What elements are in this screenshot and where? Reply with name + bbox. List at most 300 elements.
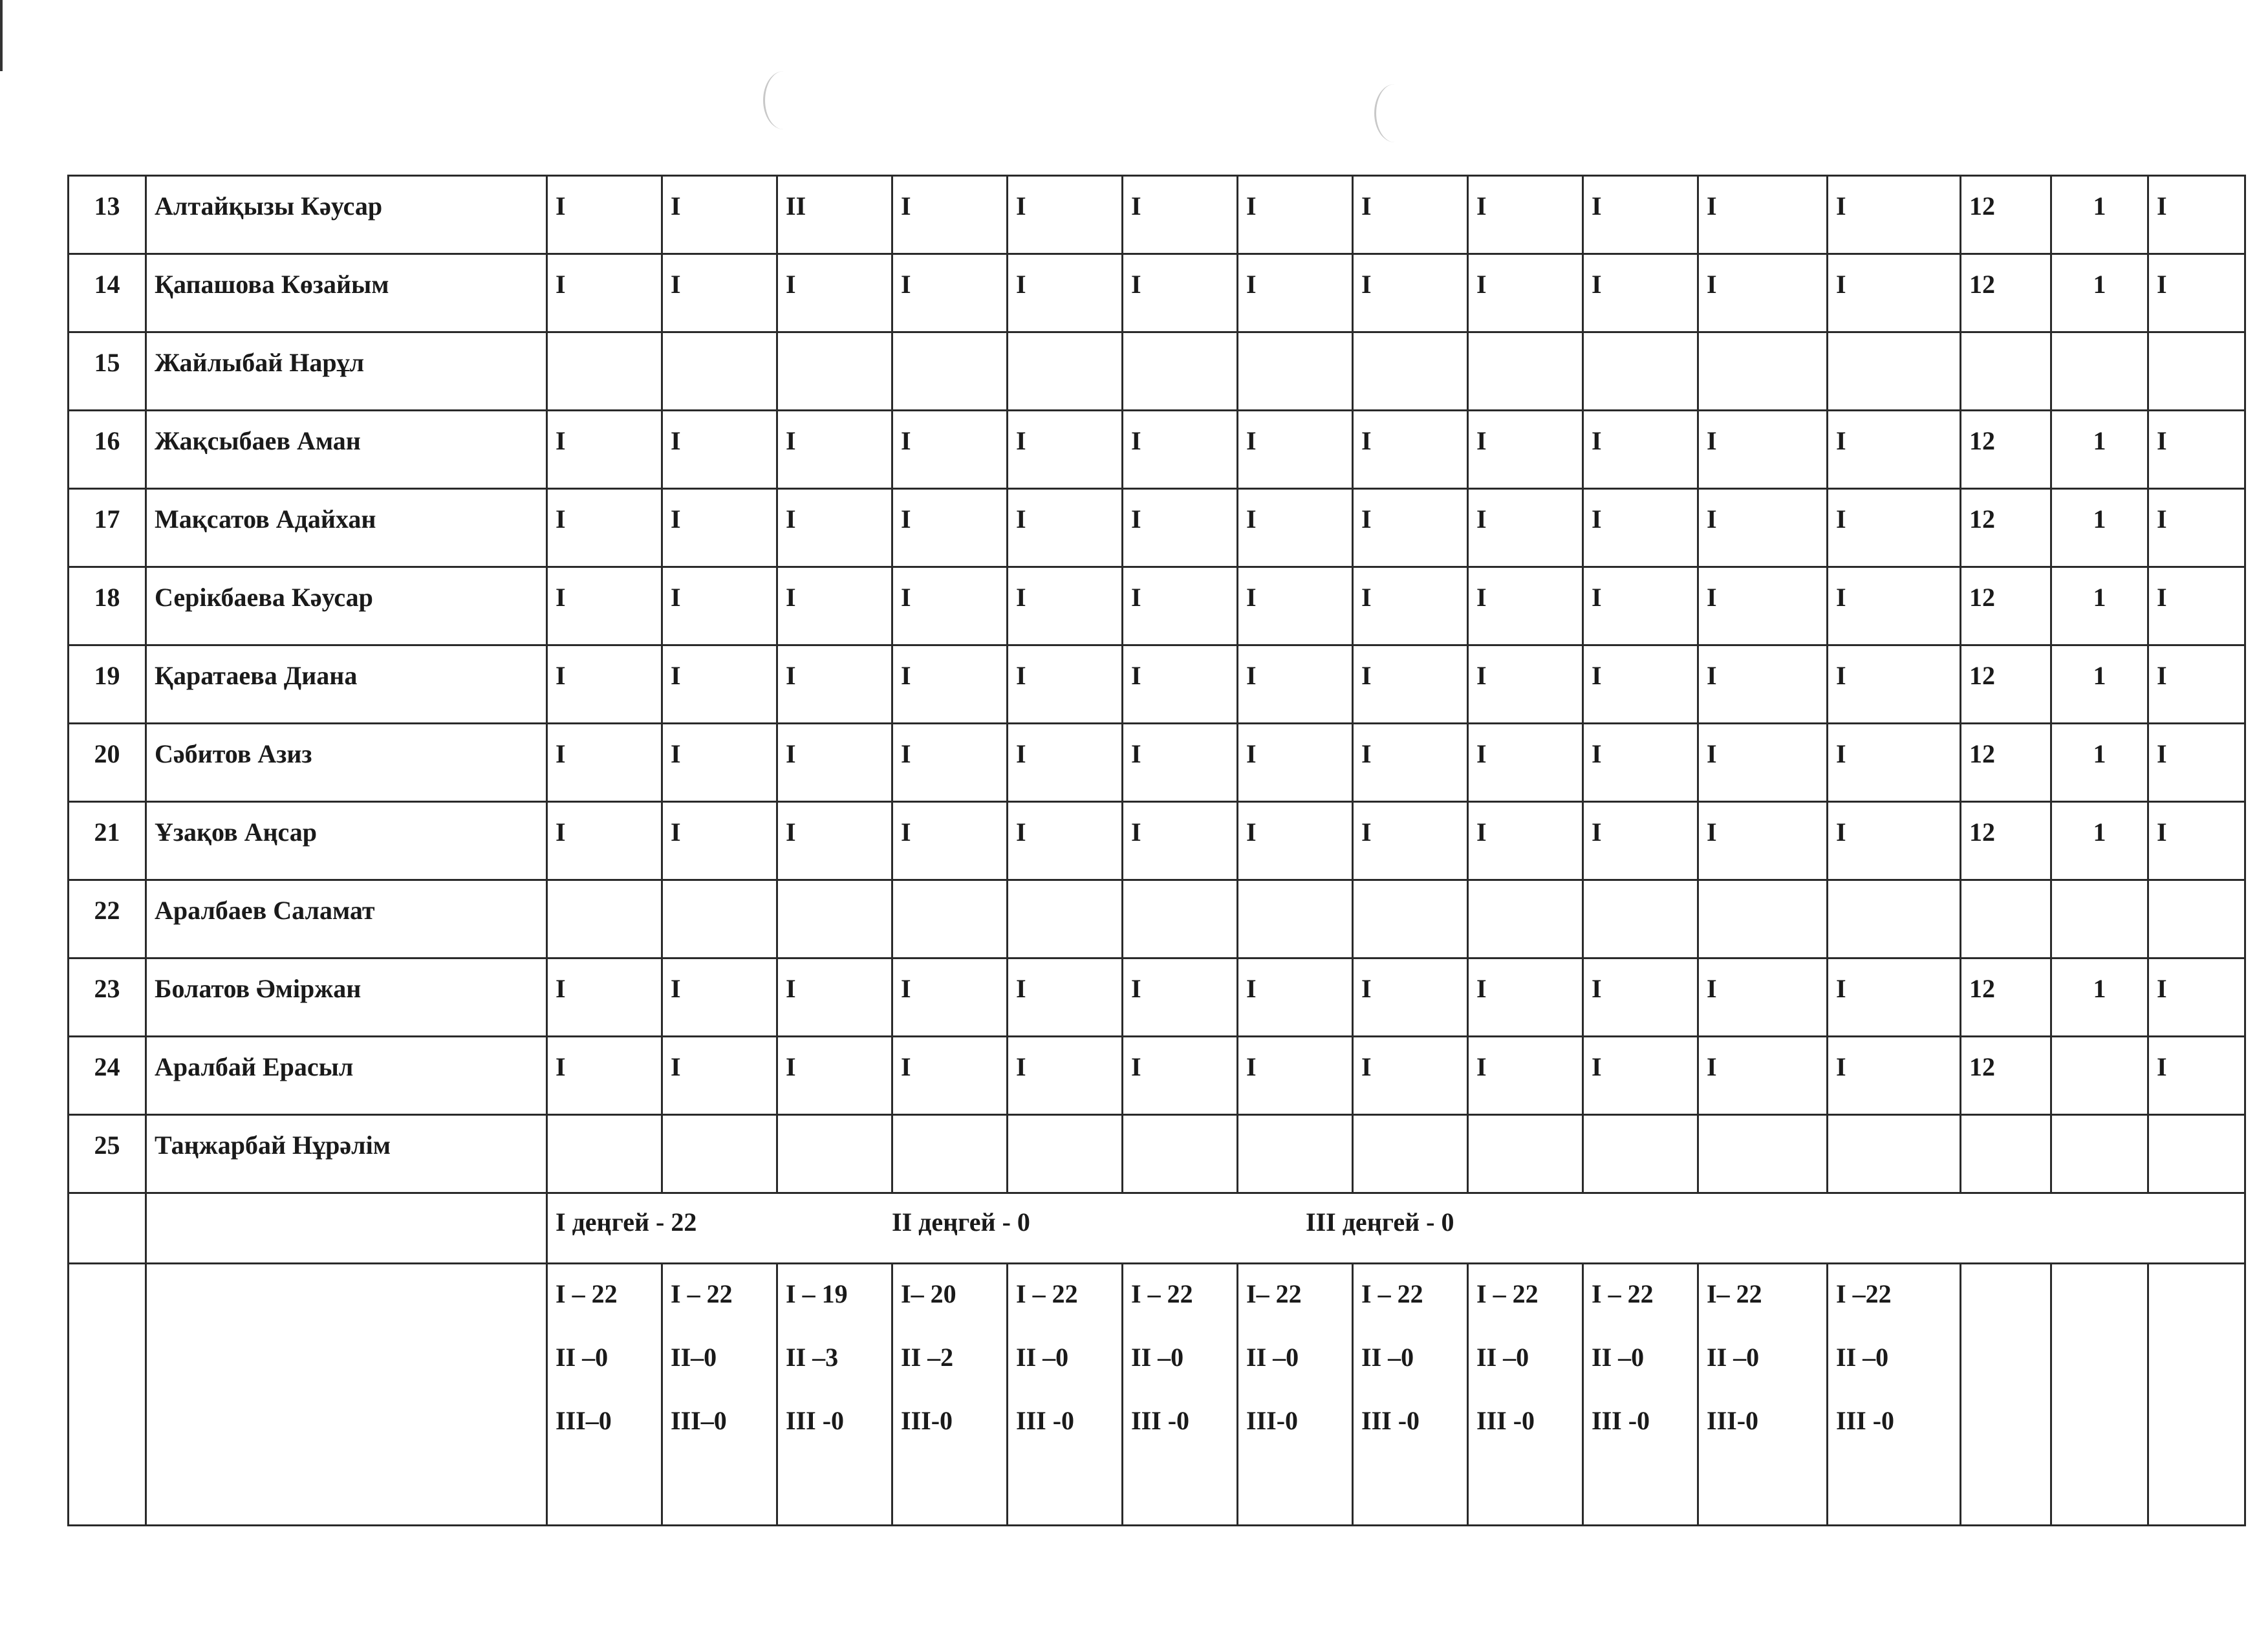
student-name: Жақсыбаев Аман <box>146 411 547 489</box>
mark-cell: I <box>1828 567 1961 645</box>
summary-level-l1: I – 22 <box>556 1279 618 1308</box>
mark-cell: I <box>1583 802 1698 880</box>
summary-level-l3: III -0 <box>786 1406 845 1435</box>
mark-cell: I <box>1698 1037 1828 1115</box>
mark-cell: I <box>1353 958 1468 1037</box>
mark-cell: I <box>1123 802 1238 880</box>
summary-cell <box>547 1264 662 1526</box>
mark-cell: I <box>547 411 662 489</box>
mark-cell: I <box>1468 489 1583 567</box>
final-level-cell <box>2148 880 2245 958</box>
summary-level-l3: III -0 <box>1592 1406 1650 1435</box>
student-name: Таңжарбай Нұрәлім <box>146 1115 547 1193</box>
extra-cell: 1 <box>2051 411 2148 489</box>
summary-level-l1: I– 22 <box>1246 1279 1302 1308</box>
total-cell: 12 <box>1961 1037 2051 1115</box>
mark-cell: I <box>892 176 1008 254</box>
mark-cell: I <box>1828 724 1961 802</box>
level-2-count: II деңгей - 0 <box>892 1207 1030 1237</box>
row-number: 23 <box>69 958 146 1037</box>
mark-cell: I <box>777 254 892 332</box>
mark-cell: I <box>777 1037 892 1115</box>
final-level-cell: I <box>2148 645 2245 724</box>
mark-cell: I <box>1583 567 1698 645</box>
final-level-cell: I <box>2148 1037 2245 1115</box>
table-row <box>69 645 2245 724</box>
summary-level-l2: II–0 <box>671 1343 717 1372</box>
mark-cell: I <box>547 802 662 880</box>
extra-cell <box>2051 332 2148 411</box>
mark-cell <box>1123 332 1238 411</box>
mark-cell: I <box>1123 176 1238 254</box>
total-cell: 12 <box>1961 176 2051 254</box>
mark-cell <box>547 1115 662 1193</box>
mark-cell: I <box>1583 958 1698 1037</box>
mark-cell: I <box>1828 411 1961 489</box>
mark-cell: I <box>892 645 1008 724</box>
table-row <box>69 332 2245 411</box>
levels-text-cell <box>547 1193 2245 1264</box>
summary-level-l3: III -0 <box>1131 1406 1190 1435</box>
mark-cell: II <box>777 176 892 254</box>
summary-cell <box>1008 1264 1123 1526</box>
mark-cell: I <box>1238 724 1353 802</box>
mark-cell: I <box>1123 645 1238 724</box>
row-number: 14 <box>69 254 146 332</box>
punch-hole-mark-right <box>1374 84 1415 142</box>
mark-cell <box>892 332 1008 411</box>
mark-cell <box>662 880 777 958</box>
mark-cell: I <box>1468 958 1583 1037</box>
total-cell: 12 <box>1961 645 2051 724</box>
mark-cell: I <box>1008 645 1123 724</box>
extra-cell: 1 <box>2051 724 2148 802</box>
final-level-cell <box>2148 1115 2245 1193</box>
summary-cell <box>1238 1264 1353 1526</box>
mark-cell <box>1008 332 1123 411</box>
mark-cell: I <box>1123 724 1238 802</box>
mark-cell: I <box>1353 411 1468 489</box>
mark-cell: I <box>1123 254 1238 332</box>
final-level-cell: I <box>2148 254 2245 332</box>
table-row <box>69 411 2245 489</box>
mark-cell: I <box>1353 567 1468 645</box>
mark-cell: I <box>1698 645 1828 724</box>
summary-row <box>69 1264 2245 1526</box>
mark-cell: I <box>777 489 892 567</box>
student-name: Қаратаева Диана <box>146 645 547 724</box>
final-level-cell: I <box>2148 411 2245 489</box>
extra-cell: 1 <box>2051 802 2148 880</box>
summary-level-l1: I –22 <box>1836 1279 1892 1308</box>
mark-cell: I <box>1238 411 1353 489</box>
row-number: 19 <box>69 645 146 724</box>
mark-cell: I <box>1008 802 1123 880</box>
mark-cell: I <box>892 411 1008 489</box>
mark-cell: I <box>1238 567 1353 645</box>
summary-level-l1: I – 22 <box>671 1279 733 1308</box>
mark-cell: I <box>1123 411 1238 489</box>
total-cell: 12 <box>1961 254 2051 332</box>
final-level-cell: I <box>2148 958 2245 1037</box>
mark-cell: I <box>547 1037 662 1115</box>
summary-level-l2: II –0 <box>556 1343 609 1372</box>
punch-hole-mark-left <box>763 71 804 129</box>
summary-level-l3: III-0 <box>901 1406 953 1435</box>
mark-cell <box>547 332 662 411</box>
summary-level-l1: I – 22 <box>1476 1279 1539 1308</box>
mark-cell: I <box>1008 958 1123 1037</box>
mark-cell: I <box>1353 254 1468 332</box>
summary-level-l3: III -0 <box>1016 1406 1075 1435</box>
summary-name-cell <box>146 1264 547 1526</box>
mark-cell <box>547 880 662 958</box>
row-number: 15 <box>69 332 146 411</box>
student-name: Серікбаева Кәусар <box>146 567 547 645</box>
extra-cell: 1 <box>2051 958 2148 1037</box>
mark-cell: I <box>662 1037 777 1115</box>
row-number: 18 <box>69 567 146 645</box>
summary-level-l2: II –0 <box>1476 1343 1529 1372</box>
mark-cell: I <box>1353 802 1468 880</box>
summary-cell <box>1123 1264 1238 1526</box>
summary-level-l1: I – 22 <box>1016 1279 1078 1308</box>
mark-cell: I <box>1698 724 1828 802</box>
mark-cell <box>1583 332 1698 411</box>
summary-level-l3: III-0 <box>1246 1406 1299 1435</box>
summary-cell <box>1583 1264 1698 1526</box>
table-row <box>69 567 2245 645</box>
summary-cell <box>1828 1264 1961 1526</box>
mark-cell: I <box>1353 489 1468 567</box>
mark-cell: I <box>777 724 892 802</box>
summary-level-l2: II –0 <box>1707 1343 1760 1372</box>
final-level-cell: I <box>2148 489 2245 567</box>
summary-cell <box>1698 1264 1828 1526</box>
final-level-cell: I <box>2148 802 2245 880</box>
summary-empty-cell <box>1961 1264 2051 1526</box>
mark-cell <box>1353 332 1468 411</box>
summary-level-l3: III–0 <box>671 1406 727 1435</box>
mark-cell: I <box>1468 1037 1583 1115</box>
student-rows <box>69 176 2245 1193</box>
mark-cell: I <box>1123 958 1238 1037</box>
summary-level-l3: III -0 <box>1836 1406 1895 1435</box>
mark-cell: I <box>662 489 777 567</box>
mark-cell: I <box>1238 489 1353 567</box>
row-number: 20 <box>69 724 146 802</box>
mark-cell: I <box>1828 489 1961 567</box>
mark-cell: I <box>1468 411 1583 489</box>
mark-cell: I <box>662 958 777 1037</box>
summary-cell <box>892 1264 1008 1526</box>
row-number: 16 <box>69 411 146 489</box>
mark-cell: I <box>1468 802 1583 880</box>
mark-cell: I <box>777 645 892 724</box>
mark-cell: I <box>547 724 662 802</box>
row-number: 21 <box>69 802 146 880</box>
mark-cell: I <box>547 645 662 724</box>
total-cell: 12 <box>1961 489 2051 567</box>
row-number: 25 <box>69 1115 146 1193</box>
mark-cell: I <box>1468 724 1583 802</box>
mark-cell: I <box>1353 724 1468 802</box>
mark-cell <box>1828 1115 1961 1193</box>
student-name: Мақсатов Адайхан <box>146 489 547 567</box>
mark-cell: I <box>1698 176 1828 254</box>
mark-cell <box>1828 332 1961 411</box>
extra-cell: 1 <box>2051 176 2148 254</box>
mark-cell: I <box>1008 254 1123 332</box>
total-cell: 12 <box>1961 567 2051 645</box>
mark-cell <box>1583 1115 1698 1193</box>
summary-empty-cell <box>2051 1264 2148 1526</box>
summary-cell <box>1353 1264 1468 1526</box>
mark-cell: I <box>1698 411 1828 489</box>
mark-cell <box>1238 880 1353 958</box>
mark-cell <box>1353 880 1468 958</box>
final-level-cell: I <box>2148 724 2245 802</box>
summary-empty-cell <box>2148 1264 2245 1526</box>
mark-cell: I <box>892 802 1008 880</box>
summary-level-l1: I– 20 <box>901 1279 956 1308</box>
row-number: 24 <box>69 1037 146 1115</box>
mark-cell: I <box>662 724 777 802</box>
mark-cell <box>1008 880 1123 958</box>
summary-level-l3: III -0 <box>1361 1406 1420 1435</box>
summary-level-l1: I– 22 <box>1707 1279 1762 1308</box>
summary-level-l2: II –0 <box>1361 1343 1414 1372</box>
mark-cell: I <box>1353 176 1468 254</box>
summary-level-l2: II –0 <box>1592 1343 1645 1372</box>
mark-cell <box>1698 1115 1828 1193</box>
mark-cell <box>1468 332 1583 411</box>
total-cell <box>1961 880 2051 958</box>
mark-cell: I <box>1698 567 1828 645</box>
mark-cell: I <box>1468 645 1583 724</box>
mark-cell: I <box>1238 802 1353 880</box>
mark-cell: I <box>1583 1037 1698 1115</box>
mark-cell: I <box>1828 254 1961 332</box>
mark-cell: I <box>777 958 892 1037</box>
table-row <box>69 1115 2245 1193</box>
mark-cell: I <box>662 567 777 645</box>
total-cell: 12 <box>1961 724 2051 802</box>
mark-cell: I <box>777 802 892 880</box>
mark-cell: I <box>1008 567 1123 645</box>
summary-level-l3: III -0 <box>1476 1406 1535 1435</box>
row-number: 13 <box>69 176 146 254</box>
row-number: 17 <box>69 489 146 567</box>
table-row <box>69 254 2245 332</box>
mark-cell <box>1468 1115 1583 1193</box>
mark-cell: I <box>1828 1037 1961 1115</box>
mark-cell <box>1583 880 1698 958</box>
student-name: Сәбитов Азиз <box>146 724 547 802</box>
mark-cell: I <box>892 724 1008 802</box>
mark-cell: I <box>1238 645 1353 724</box>
mark-cell: I <box>892 958 1008 1037</box>
mark-cell: I <box>1583 254 1698 332</box>
mark-cell <box>1123 880 1238 958</box>
mark-cell: I <box>662 254 777 332</box>
total-cell <box>1961 332 2051 411</box>
mark-cell: I <box>777 567 892 645</box>
mark-cell: I <box>1238 1037 1353 1115</box>
mark-cell: I <box>547 958 662 1037</box>
mark-cell: I <box>1353 645 1468 724</box>
mark-cell <box>777 332 892 411</box>
summary-cell <box>777 1264 892 1526</box>
table-row <box>69 1037 2245 1115</box>
mark-cell: I <box>1238 254 1353 332</box>
mark-cell: I <box>1123 489 1238 567</box>
mark-cell: I <box>1828 802 1961 880</box>
summary-level-l2: II –3 <box>786 1343 839 1372</box>
summary-level-l2: II –0 <box>1131 1343 1184 1372</box>
mark-cell <box>892 880 1008 958</box>
mark-cell: I <box>1468 176 1583 254</box>
student-name: Аралбай Ерасыл <box>146 1037 547 1115</box>
mark-cell: I <box>1583 645 1698 724</box>
mark-cell: I <box>1353 1037 1468 1115</box>
summary-level-l2: II –0 <box>1246 1343 1299 1372</box>
mark-cell <box>1698 332 1828 411</box>
summary-level-l3: III-0 <box>1707 1406 1759 1435</box>
summary-level-l1: I – 22 <box>1131 1279 1193 1308</box>
mark-cell <box>1123 1115 1238 1193</box>
mark-cell: I <box>1123 567 1238 645</box>
student-name: Жайлыбай Нарұл <box>146 332 547 411</box>
student-name: Қапашова Көзайым <box>146 254 547 332</box>
summary-cell <box>662 1264 777 1526</box>
mark-cell: I <box>1698 958 1828 1037</box>
mark-cell <box>1238 332 1353 411</box>
extra-cell <box>2051 1115 2148 1193</box>
level-3-count: III деңгей - 0 <box>1306 1207 1454 1237</box>
mark-cell: I <box>1238 176 1353 254</box>
mark-cell: I <box>547 176 662 254</box>
mark-cell: I <box>1583 176 1698 254</box>
mark-cell: I <box>1008 724 1123 802</box>
extra-cell: 1 <box>2051 489 2148 567</box>
mark-cell: I <box>1008 176 1123 254</box>
student-name: Болатов Әміржан <box>146 958 547 1037</box>
mark-cell <box>777 880 892 958</box>
final-level-cell: I <box>2148 176 2245 254</box>
mark-cell: I <box>547 567 662 645</box>
mark-cell: I <box>662 645 777 724</box>
mark-cell <box>662 332 777 411</box>
total-cell: 12 <box>1961 802 2051 880</box>
summary-level-l1: I – 19 <box>786 1279 848 1308</box>
table-row <box>69 724 2245 802</box>
table-row <box>69 176 2245 254</box>
mark-cell: I <box>1468 254 1583 332</box>
table-row <box>69 802 2245 880</box>
mark-cell <box>1353 1115 1468 1193</box>
mark-cell: I <box>1008 1037 1123 1115</box>
summary-level-l3: III–0 <box>556 1406 612 1435</box>
mark-cell: I <box>1583 411 1698 489</box>
mark-cell: I <box>1008 489 1123 567</box>
total-cell: 12 <box>1961 958 2051 1037</box>
mark-cell: I <box>1828 176 1961 254</box>
extra-cell <box>2051 880 2148 958</box>
extra-cell: 1 <box>2051 567 2148 645</box>
row-number: 22 <box>69 880 146 958</box>
table-row <box>69 489 2245 567</box>
scan-edge-mark <box>0 0 3 71</box>
mark-cell: I <box>1698 489 1828 567</box>
final-level-cell <box>2148 332 2245 411</box>
student-name: Ұзақов Аңсар <box>146 802 547 880</box>
levels-num-cell <box>69 1193 146 1264</box>
mark-cell: I <box>777 411 892 489</box>
total-cell <box>1961 1115 2051 1193</box>
extra-cell: 1 <box>2051 254 2148 332</box>
mark-cell <box>1468 880 1583 958</box>
mark-cell <box>1828 880 1961 958</box>
assessment-table <box>67 175 2246 1526</box>
mark-cell: I <box>892 489 1008 567</box>
levels-name-cell <box>146 1193 547 1264</box>
mark-cell: I <box>1008 411 1123 489</box>
mark-cell: I <box>1828 958 1961 1037</box>
summary-level-l2: II –0 <box>1016 1343 1069 1372</box>
mark-cell <box>662 1115 777 1193</box>
mark-cell: I <box>662 802 777 880</box>
mark-cell <box>777 1115 892 1193</box>
mark-cell: I <box>547 254 662 332</box>
mark-cell: I <box>1583 489 1698 567</box>
mark-cell <box>1008 1115 1123 1193</box>
summary-level-l2: II –2 <box>901 1343 954 1372</box>
mark-cell: I <box>1238 958 1353 1037</box>
mark-cell: I <box>1583 724 1698 802</box>
mark-cell: I <box>547 489 662 567</box>
final-level-cell: I <box>2148 567 2245 645</box>
mark-cell: I <box>892 1037 1008 1115</box>
table-row <box>69 958 2245 1037</box>
mark-cell: I <box>662 176 777 254</box>
mark-cell: I <box>662 411 777 489</box>
level-1-count: I деңгей - 22 <box>556 1207 697 1237</box>
summary-level-l2: II –0 <box>1836 1343 1889 1372</box>
mark-cell: I <box>1468 567 1583 645</box>
summary-num-cell <box>69 1264 146 1526</box>
extra-cell: 1 <box>2051 645 2148 724</box>
levels-row <box>69 1193 2245 1264</box>
student-name: Аралбаев Саламат <box>146 880 547 958</box>
mark-cell <box>892 1115 1008 1193</box>
table-row <box>69 880 2245 958</box>
mark-cell: I <box>1123 1037 1238 1115</box>
student-name: Алтайқызы Кәусар <box>146 176 547 254</box>
summary-cell <box>1468 1264 1583 1526</box>
extra-cell <box>2051 1037 2148 1115</box>
mark-cell: I <box>1698 254 1828 332</box>
mark-cell: I <box>892 254 1008 332</box>
mark-cell: I <box>1828 645 1961 724</box>
mark-cell: I <box>1698 802 1828 880</box>
mark-cell: I <box>892 567 1008 645</box>
mark-cell <box>1238 1115 1353 1193</box>
total-cell: 12 <box>1961 411 2051 489</box>
summary-level-l1: I – 22 <box>1592 1279 1654 1308</box>
summary-level-l1: I – 22 <box>1361 1279 1423 1308</box>
mark-cell <box>1698 880 1828 958</box>
